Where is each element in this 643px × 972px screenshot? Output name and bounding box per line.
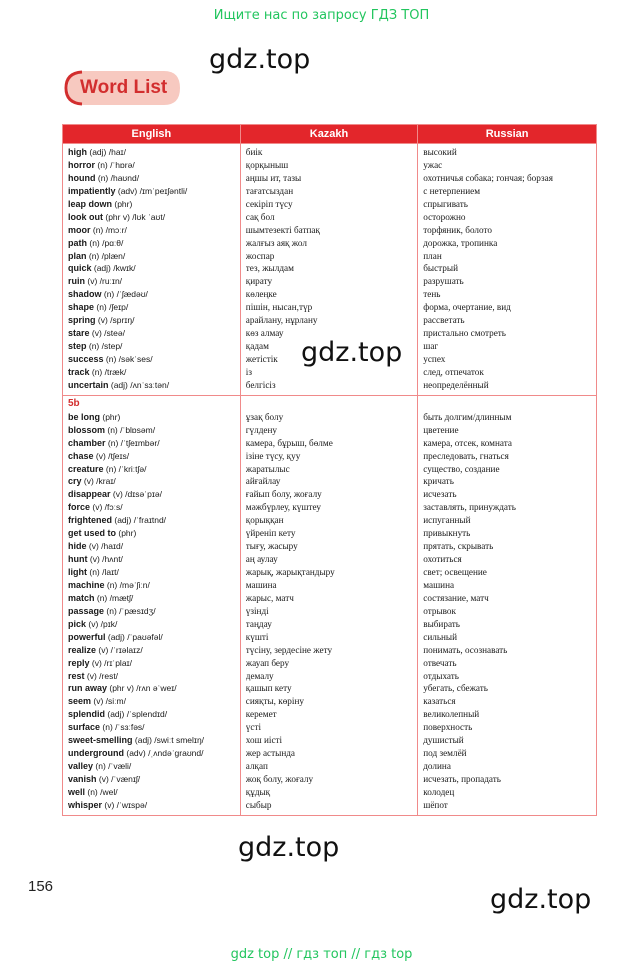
headword: cry [68,476,82,487]
part-of-speech-transcription: (adv) /ˌʌndəˈgraʊnd/ [124,748,204,759]
headword: hound [68,172,96,183]
russian-translation: машина [423,579,455,590]
headword: seem [68,696,92,707]
english-entry [68,146,235,159]
russian-translation: исчезать, пропадать [423,774,501,784]
part-of-speech-transcription: (phr) [112,198,133,209]
russian-translation: преследовать, гнаться [423,450,509,461]
part-of-speech-transcription: (v) /fɔːs/ [90,502,123,513]
kazakh-translation: қадам [245,341,269,352]
headword: spring [68,315,96,326]
part-of-speech-transcription: (n) /plæn/ [86,250,126,261]
kazakh-translation: қирату [245,276,273,287]
part-of-speech-transcription: (n) /ˈvæli/ [93,761,132,772]
part-of-speech-transcription: (v) /siːm/ [91,696,126,707]
headword: powerful [68,631,106,642]
russian-translation: долина [423,761,451,772]
kazakh-translation: сақ бол [245,211,275,222]
headword: hunt [68,554,88,565]
kazakh-translation: аңшы ит, тазы [245,172,302,183]
kazakh-translation: жоқ болу, жоғалу [245,774,314,784]
kazakh-translation: жарыс, матч [245,592,294,603]
part-of-speech-transcription: (v) /pɪk/ [86,618,118,629]
russian-translation: ужас [423,159,443,170]
english-entry [68,734,235,747]
russian-translation: великолепный [423,709,480,720]
headword: track [68,366,90,377]
headword: reply [68,657,90,668]
headword: shadow [68,289,102,300]
part-of-speech-transcription: (adj) /kwɪk/ [91,263,136,274]
headword: quick [68,263,92,274]
english-column [63,144,241,396]
kazakh-translation: биік [245,147,263,157]
part-of-speech-transcription: (adj) /ˈpaʊəfəl/ [105,631,163,642]
part-of-speech-transcription: (v) /sprɪŋ/ [95,315,135,326]
watermark: gdz.top [490,884,592,915]
english-entry [68,366,235,379]
part-of-speech-transcription: (phr) [100,411,121,422]
english-entry [68,340,235,353]
kazakh-translation: арайлану, нұрлану [245,315,318,326]
headword: high [68,147,87,157]
part-of-speech-transcription: (v) /tʃeɪs/ [93,450,130,461]
part-of-speech-transcription: (adj) /swiːt smelɪŋ/ [132,735,205,746]
english-entry [68,159,235,172]
english-entry [68,463,235,476]
kazakh-translation: камера, бұрыш, бөлме [245,437,333,448]
english-entry [68,786,235,799]
headword: step [68,341,87,352]
russian-translation: пристально смотреть [423,328,506,339]
part-of-speech-transcription: (n) /laɪt/ [87,567,119,577]
kazakh-translation: шымтезекті батпақ [245,224,320,235]
part-of-speech-transcription: (n) /mɔːr/ [90,224,127,235]
part-of-speech-transcription: (n) /haʊnd/ [95,172,140,183]
kazakh-translation: ғайып болу, жоғалу [245,489,322,500]
kazakh-translation: тағатсыздан [245,185,294,196]
kazakh-translation: ізіне түсу, қуу [245,450,301,461]
part-of-speech-transcription: (v) /rɪˈplaɪ/ [89,657,132,668]
part-of-speech-transcription: (v) /ˈwɪspə/ [102,799,148,810]
english-entry [68,501,235,514]
kazakh-translation: үсті [245,722,262,733]
headword: run away [68,683,108,694]
part-of-speech-transcription: (adj) /ʌnˈsɜːtən/ [108,379,170,390]
russian-translation: свет; освещение [423,567,487,577]
russian-translation: сильный [423,631,458,642]
headword: leap down [68,198,113,209]
russian-translation: форма, очертание, вид [423,302,511,313]
section-label: 5b [68,397,80,409]
english-entry [68,475,235,488]
english-entry [68,314,235,327]
headword: vanish [68,774,97,784]
watermark: gdz.top [301,337,403,368]
russian-translation: испуганный [423,515,471,526]
headword: chamber [68,437,106,448]
russian-translation: быть долгим/длинным [423,411,512,422]
english-entry [68,605,235,618]
headword: hide [68,541,87,552]
russian-translation: состязание, матч [423,592,489,603]
english-entry [68,618,235,631]
russian-translation: понимать, осознавать [423,644,508,655]
header-english: English [63,125,241,144]
russian-translation: кричать [423,476,454,487]
english-entry [68,773,235,786]
english-entry [68,288,235,301]
english-entry [68,450,235,463]
kazakh-translation: белгісіз [245,379,276,390]
headword: passage [68,605,105,616]
english-entry [68,301,235,314]
part-of-speech-transcription: (n) /ˈsɜːfəs/ [100,722,145,733]
english-entry [68,682,235,695]
part-of-speech-transcription: (n) /pɑːθ/ [87,237,124,248]
headword: blossom [68,424,106,435]
part-of-speech-transcription: (adv) /ɪmˈpeɪʃəntli/ [115,185,188,196]
russian-translation: выбирать [423,618,460,629]
english-entry [68,327,235,340]
russian-translation: отрывок [423,605,456,616]
english-entry [68,353,235,366]
russian-translation: тень [423,289,441,300]
headword: rest [68,670,85,681]
part-of-speech-transcription: (v) /ˈvænɪʃ/ [96,774,141,784]
english-entry [68,275,235,288]
part-of-speech-transcription: (adj) /haɪ/ [87,147,126,157]
kazakh-translation: көз алмау [245,328,284,339]
kazakh-translation: хош иісті [245,735,283,746]
russian-translation: неопределённый [423,379,489,390]
part-of-speech-transcription: (n) /ˈpæsɪdʒ/ [104,605,156,616]
kazakh-translation: қашып кету [245,683,292,694]
header-kazakh: Kazakh [240,125,417,144]
headword: ruin [68,276,85,287]
headword: horror [68,159,95,170]
russian-translation: быстрый [423,263,458,274]
headword: get used to [68,528,117,539]
russian-translation: казаться [423,696,456,707]
russian-translation: дорожка, тропинка [423,237,498,248]
headword: look out [68,211,103,222]
english-entry [68,579,235,592]
headword: splendid [68,709,106,720]
top-banner[interactable]: Ищите нас по запросу ГДЗ ТОП [213,8,430,23]
watermark: gdz.top [209,44,311,75]
english-entry [68,644,235,657]
headword: sweet-smelling [68,735,133,746]
kazakh-translation: мәжбүрлеу, күштеу [245,502,321,513]
kazakh-translation: жоспар [245,250,275,261]
part-of-speech-transcription: (v) /steə/ [89,328,125,339]
english-entry [68,540,235,553]
russian-translation: привыкнуть [423,528,471,539]
russian-translation: с нетерпением [423,185,481,196]
russian-translation: колодец [423,786,455,797]
part-of-speech-transcription: (n) /məˈʃiːn/ [104,579,150,590]
kazakh-translation: секіріп түсу [245,198,293,209]
russian-translation: поверхность [423,722,473,733]
english-entry [68,488,235,501]
part-of-speech-transcription: (n) /træk/ [89,366,127,377]
kazakh-translation: аң аулау [245,554,278,565]
russian-translation: камера, отсек, комната [423,437,512,448]
part-of-speech-transcription: (n) /səkˈses/ [103,354,153,364]
part-of-speech-transcription: (v) /dɪsəˈpɪə/ [110,489,162,500]
headword: stare [68,328,90,339]
watermark: gdz.top [238,832,340,863]
english-entry [68,514,235,527]
russian-translation: шаг [423,341,439,352]
headword: frightened [68,515,112,526]
part-of-speech-transcription: (n) /step/ [86,341,123,352]
russian-translation: исчезать [423,489,457,500]
headword: match [68,592,95,603]
part-of-speech-transcription: (n) /ˈhɒrə/ [95,159,135,170]
word-list-table [62,124,597,816]
headword: chase [68,450,94,461]
russian-column [418,144,597,396]
headword: creature [68,463,104,474]
russian-translation: шёпот [423,799,448,810]
english-entry [68,185,235,198]
headword: machine [68,579,105,590]
kazakh-translation: құдық [245,786,271,797]
headword: well [68,786,86,797]
kazakh-translation: сыбыр [245,799,272,810]
english-entry [68,799,235,812]
english-entry [68,237,235,250]
english-entry [68,172,235,185]
part-of-speech-transcription: (v) /rest/ [84,670,119,681]
kazakh-translation: көлеңке [245,289,277,300]
kazakh-translation: жауап беру [245,657,290,668]
russian-translation: след, отпечаток [423,366,484,377]
headword: light [68,567,87,577]
headword: uncertain [68,379,109,390]
english-entry [68,224,235,237]
english-entry [68,437,235,450]
part-of-speech-transcription: (phr v) /rʌn əˈweɪ/ [107,683,177,694]
kazakh-translation: із [245,366,252,377]
part-of-speech-transcription: (n) /ˈtʃeɪmbər/ [105,437,160,448]
kazakh-translation: жарық, жарықтандыру [245,567,335,577]
kazakh-translation: қорыққан [245,515,284,526]
english-entry [68,721,235,734]
russian-translation: торфяник, болото [423,224,492,235]
kazakh-translation: пішін, нысан,түр [245,302,313,313]
english-entry [68,411,235,424]
english-entry [68,553,235,566]
kazakh-translation: тығу, жасыру [245,541,298,552]
russian-translation: под землёй [423,748,467,759]
part-of-speech-transcription: (adj) /ˈsplendɪd/ [105,709,168,720]
russian-translation: рассветать [423,315,465,326]
kazakh-translation: қорқыныш [245,159,289,170]
russian-translation: цветение [423,424,459,435]
part-of-speech-transcription: (n) /mætʃ/ [94,592,134,603]
english-entry [68,211,235,224]
russian-translation: осторожно [423,211,466,222]
kazakh-column [240,395,417,815]
headword: path [68,237,87,248]
headword: pick [68,618,87,629]
headword: impatiently [68,185,116,196]
kazakh-translation: машина [245,579,277,590]
english-entry [68,695,235,708]
russian-translation: отдыхать [423,670,459,681]
english-entry [68,760,235,773]
russian-translation: охотиться [423,554,462,565]
english-entry [68,250,235,263]
russian-translation: душистый [423,735,464,746]
part-of-speech-transcription: (v) /hʌnt/ [87,554,123,565]
kazakh-translation: айғайлау [245,476,281,487]
kazakh-translation: күшті [245,631,269,642]
part-of-speech-transcription: (v) /ˈrɪəlaɪz/ [96,644,143,655]
english-entry [68,592,235,605]
kazakh-translation: жаратылыс [245,463,290,474]
headword: surface [68,722,101,733]
footer-links[interactable]: gdz top // гдз топ // гдз top [230,947,413,962]
russian-column [418,395,597,815]
headword: success [68,354,104,364]
kazakh-translation: жалғыз аяқ жол [245,237,307,248]
part-of-speech-transcription: (v) /ruːɪn/ [85,276,123,287]
part-of-speech-transcription: (n) /ˈblɒsəm/ [105,424,156,435]
part-of-speech-transcription: (n) /wel/ [85,786,118,797]
english-entry [68,424,235,437]
english-entry [68,527,235,540]
kazakh-translation: алқап [245,761,268,772]
russian-translation: успех [423,354,446,364]
part-of-speech-transcription: (adj) /ˈfraɪtnd/ [112,515,167,526]
russian-translation: заставлять, принуждать [423,502,516,513]
headword: be long [68,411,100,422]
kazakh-translation: үйреніп кету [245,528,296,539]
headword: whisper [68,799,103,810]
part-of-speech-transcription: (n) /ʃeɪp/ [94,302,129,313]
kazakh-translation: сияқты, көріну [245,696,304,707]
headword: shape [68,302,95,313]
part-of-speech-transcription: (v) /kraɪ/ [81,476,116,487]
english-entry [68,670,235,683]
kazakh-translation: гүлдену [245,424,277,435]
kazakh-translation: таңдау [245,618,272,629]
kazakh-translation: үзінді [245,605,269,616]
kazakh-translation: жетістік [245,354,278,364]
russian-translation: высокий [423,147,457,157]
part-of-speech-transcription: (phr v) /lʊk ˈaʊt/ [103,211,166,222]
russian-translation: разрушать [423,276,464,287]
headword: realize [68,644,97,655]
russian-translation: отвечать [423,657,457,668]
headword: plan [68,250,87,261]
english-entry [68,657,235,670]
english-entry [68,379,235,392]
part-of-speech-transcription: (n) /ˈkriːtʃə/ [103,463,147,474]
english-entry [68,262,235,275]
headword: valley [68,761,94,772]
headword: force [68,502,91,513]
russian-translation: убегать, сбежать [423,683,488,694]
english-entry [68,631,235,644]
kazakh-translation: керемет [245,709,277,720]
kazakh-translation: демалу [245,670,274,681]
english-entry [68,198,235,211]
kazakh-translation: тез, жылдам [245,263,294,274]
word-list-title: Word List [80,77,168,98]
headword: underground [68,748,124,759]
kazakh-translation: жер астында [245,748,295,759]
english-entry [68,566,235,579]
russian-translation: прятать, скрывать [423,541,494,552]
english-column [63,395,241,815]
english-entry [68,708,235,721]
russian-translation: охотничья собака; гончая; борзая [423,172,553,183]
page-number: 156 [28,878,54,895]
russian-translation: спрыгивать [423,198,468,209]
kazakh-translation: түсіну, зердесіне жету [245,644,333,655]
header-russian: Russian [418,125,597,144]
russian-translation: существо, создание [423,463,500,474]
part-of-speech-transcription: (v) /haɪd/ [86,541,124,552]
english-entry [68,747,235,760]
section-5b [63,395,597,815]
part-of-speech-transcription: (phr) [116,528,137,539]
headword: disappear [68,489,111,500]
kazakh-translation: ұзақ болу [245,411,284,422]
russian-translation: план [423,250,442,261]
headword: moor [68,224,91,235]
part-of-speech-transcription: (n) /ˈʃædəʊ/ [101,289,148,300]
